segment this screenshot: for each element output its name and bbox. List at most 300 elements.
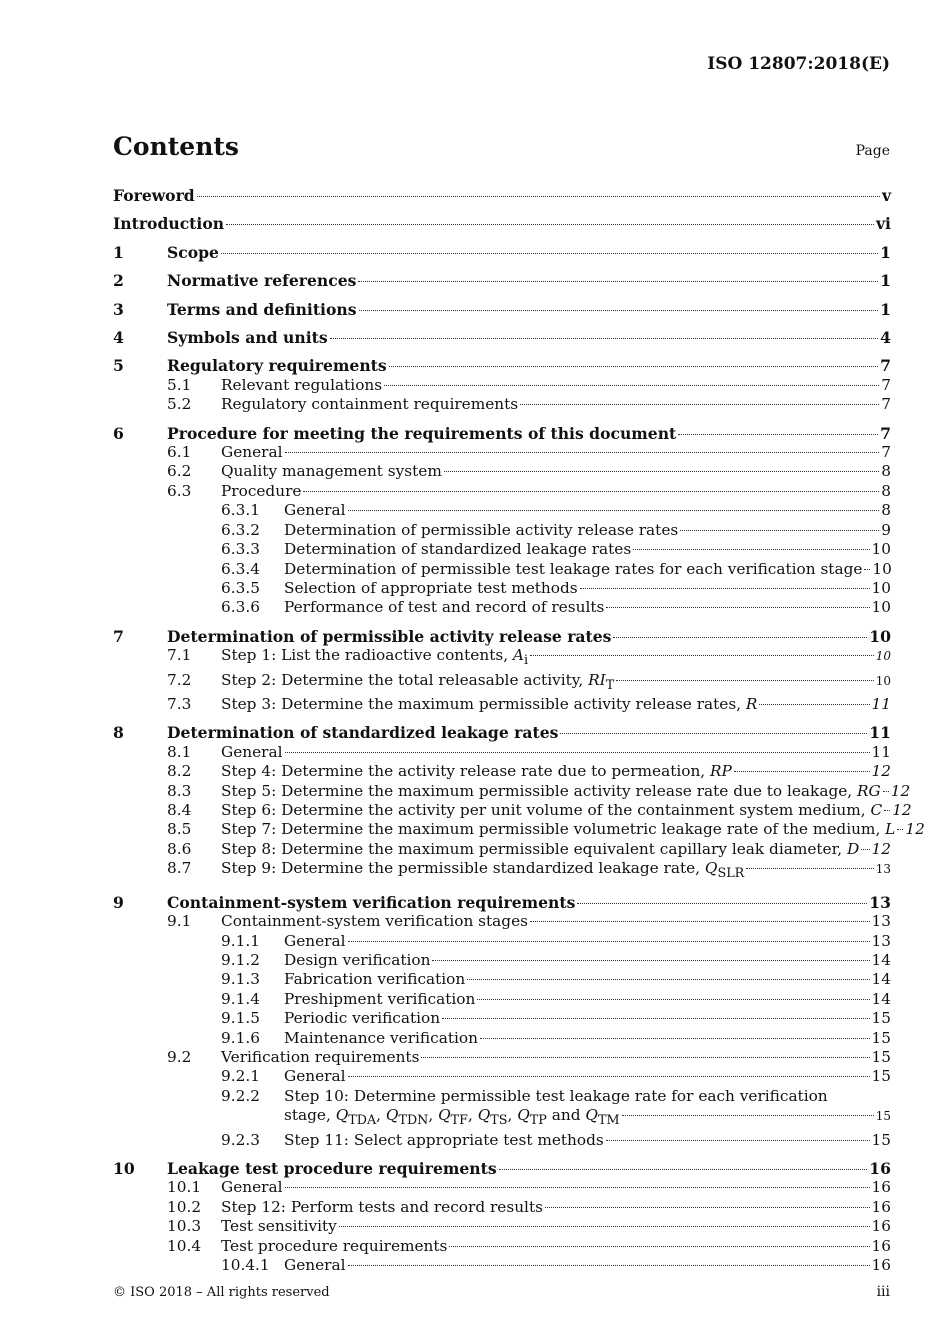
toc-entry-number: 8.4 bbox=[167, 801, 192, 820]
toc-leader bbox=[449, 1246, 869, 1247]
toc-entry[interactable] bbox=[113, 671, 891, 695]
toc-entry-title bbox=[221, 443, 283, 462]
toc-entry-title bbox=[167, 300, 357, 319]
toc-entry-title-text: General bbox=[284, 931, 346, 950]
toc-entry-page: 13 bbox=[869, 892, 891, 912]
toc-leader bbox=[480, 1038, 870, 1039]
toc-leader bbox=[622, 1115, 874, 1116]
toc-symbol-separator: , bbox=[376, 1106, 386, 1125]
document-id: ISO 12807:2018(E) bbox=[707, 54, 890, 74]
toc-entry-number: 6.3 bbox=[167, 481, 192, 500]
toc-entry-title bbox=[221, 1178, 283, 1197]
toc-entry-title bbox=[167, 356, 387, 375]
toc-entry-title-text: General bbox=[221, 1178, 283, 1197]
toc-entry-title bbox=[284, 579, 578, 598]
toc-entry-title bbox=[284, 1256, 346, 1275]
toc-entry-number: 9.2.2 bbox=[221, 1086, 260, 1105]
toc-entry-number: 9.1.6 bbox=[221, 1028, 260, 1047]
toc-entry-title-text: Determination of standardized leakage rates bbox=[284, 540, 632, 559]
toc-symbol: Q bbox=[517, 1106, 530, 1125]
toc-leader bbox=[221, 253, 878, 254]
toc-entry-number: 5.2 bbox=[167, 395, 192, 414]
toc-leader bbox=[864, 569, 870, 570]
toc-entry[interactable] bbox=[113, 300, 891, 319]
toc-entry-page: 14 bbox=[871, 989, 891, 1008]
toc-entry-page: 16 bbox=[871, 1256, 891, 1275]
toc-entry-title-text: Relevant regulations bbox=[221, 375, 383, 394]
toc-entry-title bbox=[167, 893, 575, 912]
toc-entry[interactable] bbox=[113, 598, 891, 617]
toc-entry-number: 8 bbox=[113, 723, 124, 743]
toc-entry-page: 9 bbox=[881, 520, 891, 539]
toc-entry-number: 7.1 bbox=[167, 646, 192, 665]
toc-entry[interactable] bbox=[113, 271, 891, 290]
toc-entry[interactable] bbox=[113, 356, 891, 375]
toc-entry-title-text: Determination of permissible test leakage rates for each verification stage bbox=[284, 559, 863, 578]
toc-entry[interactable] bbox=[113, 328, 891, 347]
toc-symbol: C bbox=[870, 801, 883, 820]
toc-entry[interactable] bbox=[113, 820, 925, 839]
toc-entry-number: 8.3 bbox=[167, 781, 192, 800]
toc-leader bbox=[580, 588, 870, 589]
toc-entry-title-text: Step 7: Determine the maximum permissible volumetric leakage rate of the medium, bbox=[221, 820, 886, 839]
toc-entry-title-continued bbox=[284, 1106, 620, 1130]
toc-entry-title-text: Maintenance verification bbox=[284, 1028, 478, 1047]
toc-entry-title bbox=[284, 1009, 440, 1028]
toc-entry-number: 10.4.1 bbox=[221, 1256, 270, 1275]
toc-symbol-subscript: TDA bbox=[348, 1113, 377, 1129]
toc-entry-page: 8 bbox=[881, 481, 891, 500]
toc-entry-page: 10 bbox=[875, 649, 891, 664]
toc-entry[interactable] bbox=[113, 521, 891, 540]
toc-entry-line2 bbox=[113, 1106, 891, 1130]
toc-entry-title bbox=[221, 395, 518, 414]
toc-symbol: Q bbox=[704, 859, 718, 878]
toc-entry-page: 8 bbox=[881, 462, 891, 481]
toc-symbol-separator: , bbox=[428, 1106, 439, 1125]
toc-entry-number: 9.2 bbox=[167, 1047, 192, 1066]
toc-entry-title bbox=[221, 859, 744, 883]
toc-entry-number: 9.1.2 bbox=[221, 950, 260, 969]
toc-entry-page: 13 bbox=[871, 912, 891, 931]
toc-entry-title-text: Leakage test procedure requirements bbox=[167, 1159, 497, 1179]
toc-leader bbox=[348, 510, 880, 511]
toc-leader bbox=[330, 338, 879, 339]
toc-symbol-subscript: TF bbox=[450, 1113, 468, 1129]
toc-entry-title-text: Step 6: Determine the activity per unit volume of the containment system medium, bbox=[221, 801, 871, 820]
toc-entry-title bbox=[284, 540, 631, 559]
toc-leader bbox=[897, 829, 903, 830]
toc-entry[interactable] bbox=[113, 1067, 891, 1086]
toc-symbol: D bbox=[846, 839, 860, 858]
toc-entry[interactable] bbox=[113, 214, 891, 233]
toc-leader bbox=[442, 1018, 869, 1019]
toc-entry-page: 11 bbox=[871, 695, 891, 714]
toc-entry-title-text: Step 4: Determine the activity release rate due to permeation, bbox=[221, 762, 711, 781]
toc-entry-page: vi bbox=[876, 214, 891, 234]
toc-entry-title bbox=[284, 1067, 346, 1086]
toc-entry[interactable] bbox=[113, 1159, 891, 1178]
toc-leader bbox=[633, 549, 869, 550]
toc-entry-title-text: Fabrication verification bbox=[284, 970, 466, 989]
toc-symbol: L bbox=[885, 820, 896, 839]
toc-entry-title bbox=[221, 801, 882, 820]
toc-entry-title bbox=[284, 970, 465, 989]
toc-leader bbox=[616, 680, 874, 681]
toc-entry-page: 13 bbox=[871, 931, 891, 950]
toc-entry-page: v bbox=[881, 186, 891, 205]
toc-entry[interactable] bbox=[113, 970, 891, 989]
toc-leader bbox=[678, 434, 878, 435]
toc-entry[interactable] bbox=[113, 859, 891, 883]
toc-entry-title bbox=[167, 424, 676, 443]
toc-entry-title-text: Normative references bbox=[167, 271, 357, 291]
toc-entry-number: 10.2 bbox=[167, 1197, 202, 1216]
toc-entry-page: 14 bbox=[871, 970, 891, 989]
toc-entry-title-text: General bbox=[221, 742, 283, 761]
toc-leader bbox=[530, 921, 870, 922]
toc-entry-title-text: Determination of permissible activity release rates bbox=[167, 626, 612, 646]
toc-entry-number: 8.6 bbox=[167, 839, 192, 858]
toc-entry-page: 16 bbox=[869, 1159, 891, 1179]
toc-entry-title-text: Verification requirements bbox=[221, 1047, 420, 1066]
toc-entry-number: 9.1.3 bbox=[221, 970, 260, 989]
toc-entry-title-text: Determination of standardized leakage rates bbox=[167, 723, 559, 743]
page-column-label: Page bbox=[855, 143, 890, 159]
toc-entry-page: 12 bbox=[871, 762, 891, 781]
toc-entry-page: 10 bbox=[869, 626, 891, 646]
toc-entry[interactable] bbox=[113, 743, 891, 762]
toc-entry-number: 6.3.5 bbox=[221, 578, 260, 597]
toc-leader bbox=[883, 791, 889, 792]
toc-entry-title bbox=[284, 932, 346, 951]
toc-entry-number: 6.3.4 bbox=[221, 559, 260, 578]
toc-symbol: RI bbox=[588, 670, 606, 689]
toc-symbol: A bbox=[512, 646, 524, 665]
toc-entry-page: 11 bbox=[871, 742, 891, 761]
toc-entry[interactable] bbox=[113, 893, 891, 912]
toc-symbol: Q bbox=[385, 1106, 399, 1125]
toc-entry-number: 6.2 bbox=[167, 462, 192, 481]
toc-leader bbox=[545, 1207, 870, 1208]
toc-entry-number: 8.7 bbox=[167, 859, 192, 878]
toc-entry-title bbox=[221, 743, 283, 762]
toc-leader bbox=[348, 941, 870, 942]
toc-symbol-subscript: TDN bbox=[398, 1113, 429, 1129]
toc-entry-page: 10 bbox=[871, 540, 891, 559]
toc-entry-number: 9.1 bbox=[167, 912, 192, 931]
toc-entry-number: 10 bbox=[113, 1159, 135, 1179]
toc-entry-title bbox=[221, 462, 442, 481]
toc-entry-page: 16 bbox=[871, 1197, 891, 1216]
toc-entry-title-text: Performance of test and record of results bbox=[284, 598, 605, 617]
toc-entry-number: 9 bbox=[113, 892, 124, 912]
toc-entry-title-text: Step 3: Determine the maximum permissible activity release rates, bbox=[221, 695, 746, 714]
toc-entry-number: 7.2 bbox=[167, 670, 192, 689]
toc-leader bbox=[759, 704, 869, 705]
toc-entry-page: 10 bbox=[875, 673, 891, 688]
toc-entry[interactable] bbox=[113, 801, 912, 820]
toc-entry-number: 3 bbox=[113, 299, 124, 319]
toc-leader bbox=[499, 1169, 868, 1170]
toc-entry-title-text: Containment-system verification requirements bbox=[167, 892, 576, 912]
toc-entry-title-text: Determination of permissible activity release rates bbox=[284, 520, 679, 539]
toc-entry[interactable] bbox=[113, 723, 891, 742]
toc-entry-title-text: Symbols and units bbox=[167, 328, 328, 348]
toc-entry-title bbox=[221, 646, 528, 670]
toc-entry-title bbox=[284, 560, 862, 579]
toc-entry[interactable] bbox=[113, 1087, 891, 1131]
toc-leader bbox=[359, 310, 879, 311]
toc-entry[interactable] bbox=[113, 951, 891, 970]
toc-entry-page: 16 bbox=[871, 1217, 891, 1236]
toc-leader bbox=[285, 452, 880, 453]
toc-leader bbox=[444, 471, 879, 472]
toc-entry-title-text: Regulatory requirements bbox=[167, 356, 387, 376]
toc-entry-page: 8 bbox=[881, 501, 891, 520]
toc-entry[interactable] bbox=[113, 1048, 891, 1067]
toc-entry-page: 15 bbox=[871, 1028, 891, 1047]
toc-leader bbox=[606, 607, 869, 608]
toc-entry[interactable] bbox=[113, 762, 891, 781]
toc-entry-title bbox=[167, 243, 219, 262]
toc-symbol-subscript: TS bbox=[490, 1113, 508, 1129]
toc-entry-title bbox=[221, 376, 382, 395]
toc-entry-title bbox=[221, 820, 895, 839]
toc-symbol: Q bbox=[585, 1106, 598, 1125]
toc-entry-number: 8.2 bbox=[167, 762, 192, 781]
toc-entry[interactable] bbox=[113, 395, 891, 414]
toc-entry-number: 2 bbox=[113, 271, 124, 291]
toc-leader bbox=[734, 771, 870, 772]
toc-leader bbox=[520, 404, 879, 405]
toc-symbol-subscript: SLR bbox=[717, 866, 745, 882]
toc-entry-page: 4 bbox=[880, 328, 891, 348]
toc-entry-number: 6 bbox=[113, 423, 124, 443]
toc-entry[interactable] bbox=[113, 990, 891, 1009]
toc-leader bbox=[348, 1076, 870, 1077]
toc-entry-title bbox=[221, 1217, 337, 1236]
toc-entry[interactable] bbox=[113, 1029, 891, 1048]
toc-entry-title-text: General bbox=[284, 1067, 346, 1086]
toc-symbol-subscript: T bbox=[605, 677, 615, 693]
toc-entry[interactable] bbox=[113, 840, 891, 859]
toc-entry[interactable] bbox=[113, 695, 891, 714]
toc-entry-title bbox=[284, 501, 346, 520]
copyright-notice: © ISO 2018 – All rights reserved bbox=[113, 1285, 330, 1300]
toc-entry-title bbox=[221, 782, 881, 801]
toc-entry-title-text: Step 8: Determine the maximum permissible equivalent capillary leak diameter, bbox=[221, 839, 847, 858]
toc-entry-title bbox=[284, 521, 678, 540]
toc-entry-page: 1 bbox=[880, 299, 891, 319]
toc-entry[interactable] bbox=[113, 932, 891, 951]
toc-entry-title-text: Procedure for meeting the requirements of this document bbox=[167, 423, 677, 443]
toc-entry[interactable] bbox=[113, 579, 891, 598]
toc-entry-title-text: Step 2: Determine the total releasable activity, bbox=[221, 670, 589, 689]
toc-entry[interactable] bbox=[113, 482, 891, 501]
toc-entry[interactable] bbox=[113, 443, 891, 462]
toc-entry[interactable] bbox=[113, 627, 891, 646]
toc-entry[interactable] bbox=[113, 1131, 891, 1150]
toc-entry-title-text: Containment-system verification stages bbox=[221, 912, 528, 931]
toc-leader bbox=[421, 1057, 869, 1058]
toc-entry-title bbox=[221, 762, 732, 781]
toc-entry-title-text: Foreword bbox=[113, 186, 195, 205]
toc-entry[interactable] bbox=[113, 1178, 891, 1197]
toc-entry-title-text: Periodic verification bbox=[284, 1009, 441, 1028]
toc-entry-title-text: Terms and definitions bbox=[167, 299, 357, 319]
toc-entry-number: 8.1 bbox=[167, 742, 192, 761]
toc-entry-page: 15 bbox=[875, 1109, 891, 1124]
toc-entry-title bbox=[167, 1159, 497, 1178]
toc-symbol: RG bbox=[857, 781, 881, 800]
toc-entry-number: 10.1 bbox=[167, 1178, 202, 1197]
toc-entry-title bbox=[221, 1237, 447, 1256]
toc-entry-page: 7 bbox=[880, 356, 891, 376]
toc-leader bbox=[606, 1140, 870, 1141]
toc-leader bbox=[389, 366, 879, 367]
toc-entry-number: 6.3.2 bbox=[221, 520, 260, 539]
toc-symbol-separator: and bbox=[546, 1106, 586, 1125]
toc-entry-page: 15 bbox=[871, 1067, 891, 1086]
toc-leader bbox=[884, 810, 890, 811]
toc-leader bbox=[358, 281, 878, 282]
toc-entry-page: 16 bbox=[871, 1236, 891, 1255]
toc-entry-number: 9.2.1 bbox=[221, 1067, 260, 1086]
toc-entry-title: Step 10: Determine permissible test leakage rate for each verification bbox=[284, 1086, 828, 1105]
toc-symbol: Q bbox=[477, 1106, 491, 1125]
toc-entry-number: 9.1.4 bbox=[221, 989, 260, 1008]
toc-entry[interactable] bbox=[113, 646, 891, 670]
toc-symbol-subscript: i bbox=[523, 653, 529, 669]
toc-entry-number: 10.3 bbox=[167, 1217, 202, 1236]
toc-symbol-subscript: TP bbox=[529, 1113, 547, 1129]
toc-entry-title bbox=[284, 990, 475, 1009]
toc-entry-title bbox=[113, 214, 224, 233]
toc-symbol: Q bbox=[438, 1106, 451, 1125]
toc-symbol-separator: , bbox=[507, 1106, 518, 1125]
toc-symbol: RP bbox=[710, 762, 732, 781]
toc-entry-title bbox=[221, 695, 757, 714]
toc-entry-title-text: General bbox=[221, 443, 283, 462]
toc-leader bbox=[348, 1265, 870, 1266]
toc-entry[interactable] bbox=[113, 1237, 891, 1256]
toc-entry-title-text: Step 9: Determine the permissible standardized leakage rate, bbox=[221, 859, 705, 878]
toc-entry-page: 7 bbox=[880, 423, 891, 443]
toc-leader bbox=[339, 1226, 870, 1227]
toc-symbol-separator: , bbox=[467, 1106, 478, 1125]
table-of-contents bbox=[113, 186, 925, 1276]
toc-entry-number: 6.3.3 bbox=[221, 540, 260, 559]
toc-entry[interactable] bbox=[113, 781, 911, 801]
toc-entry[interactable] bbox=[113, 376, 891, 395]
toc-entry-page: 1 bbox=[880, 271, 891, 291]
toc-entry-title bbox=[167, 627, 611, 646]
toc-entry-page: 16 bbox=[871, 1178, 891, 1197]
toc-entry-line1 bbox=[113, 1087, 891, 1106]
toc-entry-page: 10 bbox=[872, 559, 892, 578]
toc-leader bbox=[384, 385, 879, 386]
toc-entry-title-text: General bbox=[284, 501, 346, 520]
toc-entry-page: 12 bbox=[871, 839, 891, 858]
toc-leader bbox=[467, 979, 869, 980]
toc-entry-title-text: Test sensitivity bbox=[221, 1217, 337, 1236]
toc-entry[interactable] bbox=[113, 912, 891, 931]
toc-leader bbox=[560, 733, 867, 734]
toc-entry-title bbox=[284, 598, 604, 617]
toc-leader bbox=[680, 530, 879, 531]
toc-entry[interactable] bbox=[113, 186, 891, 205]
toc-entry[interactable] bbox=[113, 243, 891, 262]
toc-entry-number: 4 bbox=[113, 328, 124, 348]
toc-entry-title-text: Selection of appropriate test methods bbox=[284, 578, 578, 597]
toc-entry[interactable] bbox=[113, 1009, 891, 1028]
toc-entry-number: 6.1 bbox=[167, 443, 192, 462]
toc-leader bbox=[303, 491, 879, 492]
toc-entry-number: 7 bbox=[113, 626, 124, 646]
toc-entry-number: 7.3 bbox=[167, 695, 192, 714]
toc-entry-title-text: Regulatory containment requirements bbox=[221, 395, 519, 414]
toc-entry[interactable] bbox=[113, 462, 891, 481]
toc-entry-title-text: Test procedure requirements bbox=[221, 1236, 448, 1255]
toc-entry-title bbox=[221, 482, 301, 501]
toc-entry[interactable] bbox=[113, 424, 891, 443]
toc-entry[interactable] bbox=[113, 540, 891, 559]
toc-entry-title-text: Scope bbox=[167, 242, 219, 262]
toc-entry-page: 7 bbox=[881, 375, 891, 394]
toc-entry-number: 9.1.5 bbox=[221, 1009, 260, 1028]
toc-entry[interactable] bbox=[113, 560, 891, 579]
toc-entry-title-prefix: stage, bbox=[284, 1106, 336, 1125]
toc-entry-title bbox=[221, 1198, 543, 1217]
toc-entry-title-text: Step 11: Select appropriate test methods bbox=[284, 1130, 604, 1149]
toc-entry-page: 12 bbox=[892, 801, 912, 820]
toc-leader bbox=[285, 752, 870, 753]
toc-entry-title bbox=[284, 1029, 478, 1048]
toc-entry-page: 11 bbox=[869, 723, 891, 743]
toc-leader bbox=[861, 849, 869, 850]
toc-entry-title-text: Preshipment verification bbox=[284, 989, 476, 1008]
toc-entry-number: 6.3.6 bbox=[221, 598, 260, 617]
toc-entry-title bbox=[113, 186, 195, 205]
toc-entry-page: 12 bbox=[905, 820, 925, 839]
toc-entry-title bbox=[167, 328, 328, 347]
toc-entry[interactable] bbox=[113, 501, 891, 520]
toc-entry-page: 15 bbox=[871, 1130, 891, 1149]
toc-leader bbox=[746, 868, 873, 869]
toc-entry[interactable] bbox=[113, 1256, 891, 1275]
toc-leader bbox=[530, 655, 874, 656]
toc-entry[interactable] bbox=[113, 1198, 891, 1217]
toc-entry-title bbox=[221, 1048, 419, 1067]
toc-entry-title bbox=[284, 1131, 604, 1150]
toc-entry-title-text: General bbox=[284, 1256, 346, 1275]
toc-entry-title-text: Step 5: Determine the maximum permissible activity release rate due to leakage, bbox=[221, 781, 858, 800]
toc-leader bbox=[577, 903, 867, 904]
toc-entry-page: 10 bbox=[871, 598, 891, 617]
toc-leader bbox=[613, 637, 867, 638]
toc-leader bbox=[197, 196, 880, 197]
toc-entry-number: 5.1 bbox=[167, 375, 192, 394]
toc-entry-title bbox=[167, 271, 356, 290]
toc-entry-page: 7 bbox=[881, 443, 891, 462]
toc-entry-number: 10.4 bbox=[167, 1236, 202, 1255]
toc-entry-page: 15 bbox=[871, 1009, 891, 1028]
toc-entry[interactable] bbox=[113, 1217, 891, 1236]
page-title: Contents bbox=[113, 132, 240, 161]
toc-entry-number: 5 bbox=[113, 356, 124, 376]
toc-entry-title-text: Introduction bbox=[113, 214, 225, 234]
